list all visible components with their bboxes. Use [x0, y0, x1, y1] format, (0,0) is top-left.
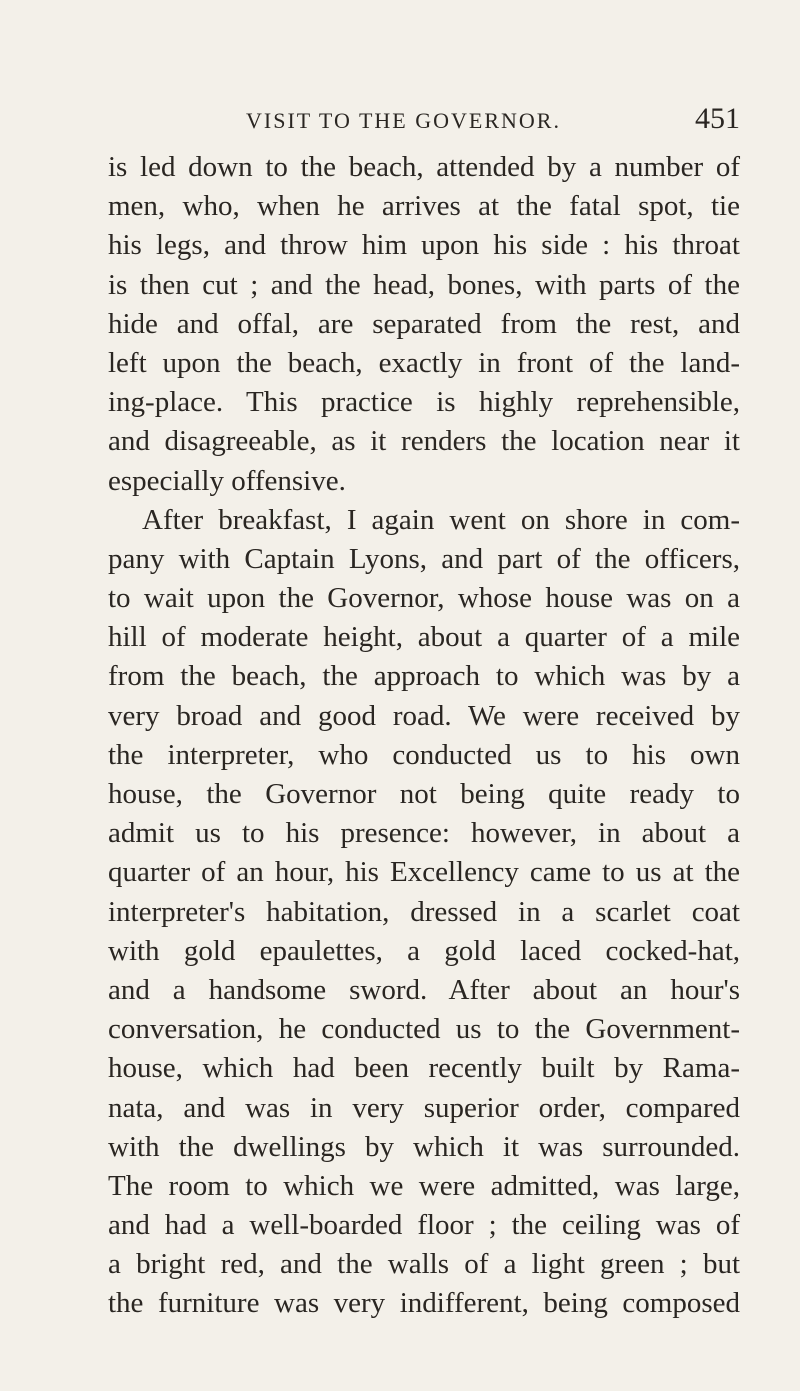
running-title: VISIT TO THE GOVERNOR.	[246, 108, 561, 133]
text-line: men, who, when he arrives at the fatal spot, tie	[108, 190, 740, 223]
text-line: very broad and good road. We were received by	[108, 699, 740, 732]
text-line: conversation, he conducted us to the Government-	[108, 1013, 740, 1046]
paragraph-1	[108, 148, 740, 501]
text-line: and had a well-boarded floor ; the ceiling was of	[108, 1209, 740, 1242]
text-line: After breakfast, I again went on shore in com-	[142, 503, 740, 536]
text-line: house, which had been recently built by Rama-	[108, 1052, 740, 1085]
text-line: and a handsome sword. After about an hour's	[108, 973, 740, 1006]
text-line: quarter of an hour, his Excellency came to us at the	[108, 856, 740, 889]
text-line: to wait upon the Governor, whose house was on a	[108, 582, 740, 615]
text-line: the interpreter, who conducted us to his own	[108, 738, 740, 771]
paragraph-2	[108, 501, 740, 1324]
text-line: The room to which we were admitted, was large,	[108, 1169, 740, 1202]
text-line: interpreter's habitation, dressed in a scarlet coat	[108, 895, 740, 928]
text-line: a bright red, and the walls of a light green ; but	[108, 1248, 740, 1281]
text-line: especially offensive.	[108, 464, 346, 497]
text-line: left upon the beach, exactly in front of the land-	[108, 346, 740, 379]
text-line: nata, and was in very superior order, compared	[108, 1091, 740, 1124]
text-line: house, the Governor not being quite ready to	[108, 778, 740, 810]
text-line: pany with Captain Lyons, and part of the officers,	[108, 542, 740, 575]
text-line: his legs, and throw him upon his side : his throat	[108, 229, 740, 262]
text-line: with the dwellings by which it was surrounded.	[108, 1130, 740, 1163]
text-line: ing-place. This practice is highly reprehensible,	[108, 386, 740, 419]
text-line: the furniture was very indifferent, being composed	[108, 1287, 740, 1320]
text-line: is then cut ; and the head, bones, with parts of the	[108, 268, 740, 301]
text-line: with gold epaulettes, a gold laced cocked-hat,	[108, 934, 740, 967]
body-text	[108, 148, 740, 1324]
text-line: hill of moderate height, about a quarter of a mile	[108, 621, 740, 654]
text-line: hide and offal, are separated from the rest, and	[108, 307, 740, 340]
running-head	[108, 100, 740, 140]
text-line: admit us to his presence: however, in about a	[108, 817, 740, 850]
text-line: is led down to the beach, attended by a number of	[108, 151, 740, 183]
text-line: and disagreeable, as it renders the location near it	[108, 425, 740, 458]
page-number: 451	[695, 102, 740, 135]
text-line: from the beach, the approach to which was by a	[108, 660, 740, 693]
